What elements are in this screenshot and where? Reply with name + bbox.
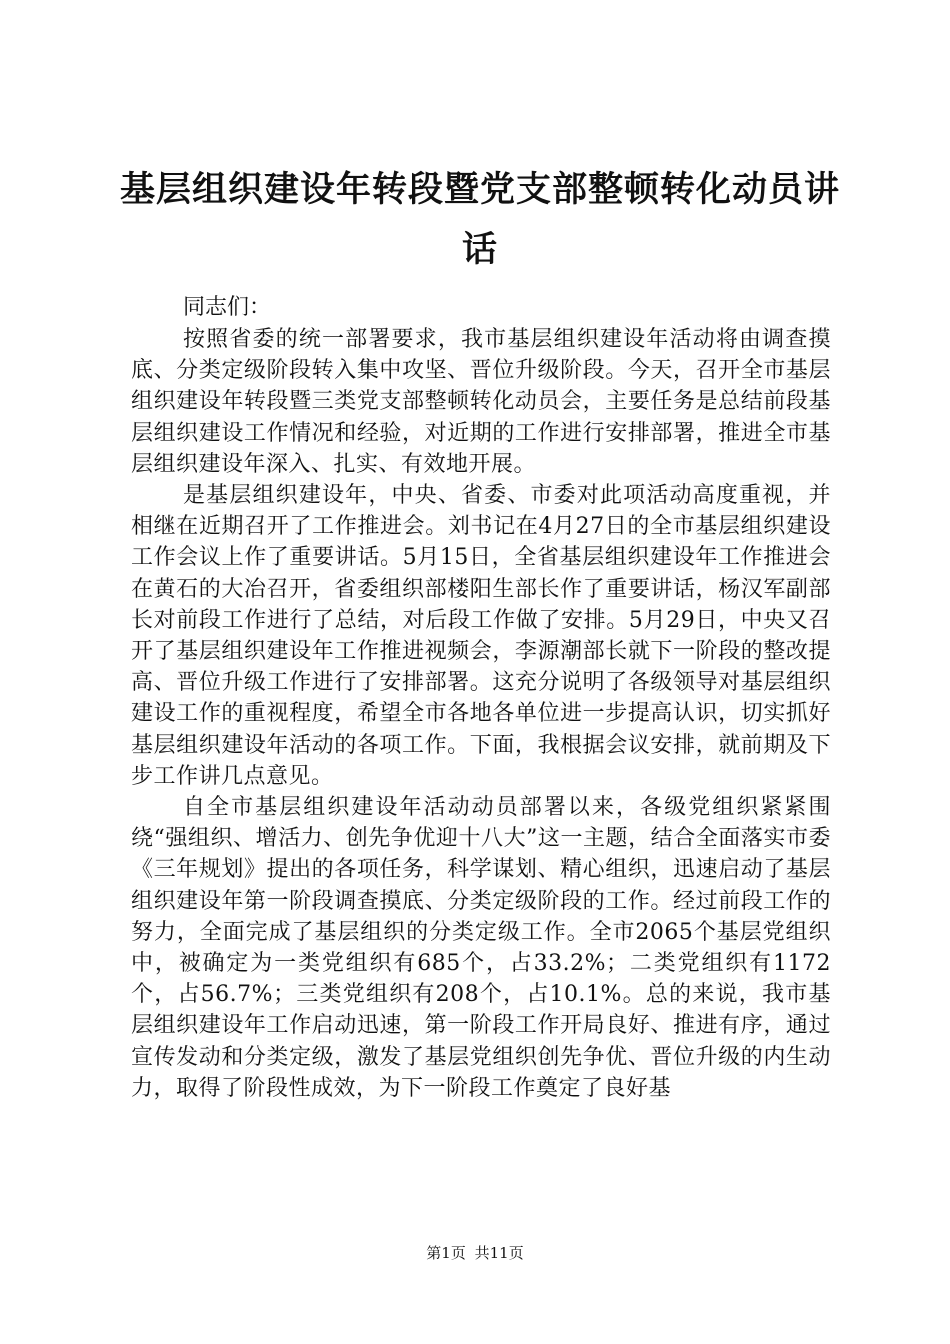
page-number: 第1页 (426, 1244, 466, 1262)
paragraph-1: 按照省委的统一部署要求，我市基层组织建设年活动将由调查摸底、分类定级阶段转入集中攻坚、晋位升级阶段。今天，召开全市基层组织建设年转段暨三类党支部整顿转化动员会，主要任务是总结前段基层组织建设工作情况和经验，对近期的工作进行安排部署，推进全市基层组织建设年深入、扎实、有效地开展。 (131, 327, 831, 477)
greeting: 同志们： (183, 295, 272, 320)
paragraph-3: 自全市基层组织建设年活动动员部署以来，各级党组织紧紧围绕“强组织、增活力、创先争优迎十八大”这一主题，结合全面落实市委《三年规划》提出的各项任务，科学谋划、精心组织，迅速启动了基层组织建设年第一阶段调查摸底、分类定级阶段的工作。经过前段工作的努力，全面完成了基层组织的分类定级工作。全市2065个基层党组织中，被确定为一类党组织有685个，占33.2%；二类党组织有1172个，占56.7%；三类党组织有208个，占10.1%。总的来说，我市基层组织建设年工作启动迅速，第一阶段工作开局良好、推进有序，通过宣传发动和分类定级，激发了基层党组织创先争优、晋位升级的内生动力，取得了阶段性成效，为下一阶段工作奠定了良好基 (131, 795, 831, 1101)
paragraph-2: 是基层组织建设年，中央、省委、市委对此项活动高度重视，并相继在近期召开了工作推进会。刘书记在4月27日的全市基层组织建设工作会议上作了重要讲话。5月15日，全省基层组织建设年工作推进会在黄石的大冶召开，省委组织部楼阳生部长作了重要讲话，杨汉军副部长对前段工作进行了总结，对后段工作做了安排。5月29日，中央又召开了基层组织建设年工作推进视频会，李源潮部长就下一阶段的整改提高、晋位升级工作进行了安排部署。这充分说明了各级领导对基层组织建设工作的重视程度，希望全市各地各单位进一步提高认识，切实抓好基层组织建设年活动的各项工作。下面，我根据会议安排，就前期及下步工作讲几点意见。 (131, 483, 831, 789)
document-body (131, 292, 831, 1104)
page-footer (0, 1243, 950, 1263)
page-total: 共11页 (474, 1244, 524, 1262)
document-title: 基层组织建设年转段暨党支部整顿转化动员讲话 (120, 169, 841, 270)
